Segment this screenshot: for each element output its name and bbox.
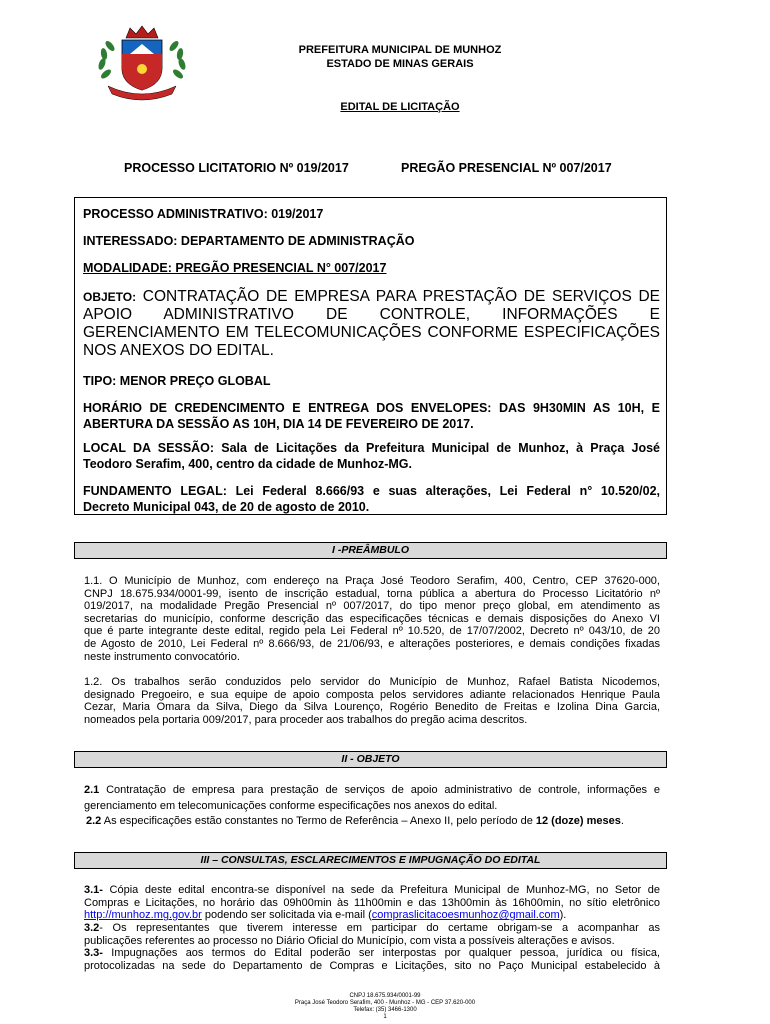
local-line: LOCAL DA SESSÃO: Sala de Licitações da Prefeitura Municipal de Munhoz, à Praça José <box>83 441 660 455</box>
text-segment: As especificações estão constantes no Termo de Referência – Anexo II, pelo período de <box>101 815 536 827</box>
fundamento-line: FUNDAMENTO LEGAL: Lei Federal 8.666/93 e suas alterações, Lei Federal n° 10.520/02, <box>83 484 660 498</box>
text-line: Contratação de empresa para prestação de serviços de apoio administrativo de controle, informações e <box>99 784 660 796</box>
text-segment: ). <box>559 909 567 922</box>
paragraph-2-2 <box>86 814 662 830</box>
text-line: 1.1. O Município de Munhoz, com endereço na Praça José Teodoro Serafim, 400, Centro, CEP 37620-000, <box>84 575 660 587</box>
edital-title: EDITAL DE LICITAÇÃO <box>340 101 460 113</box>
text-line: de Agosto de 2010, Lei Federal nº 8.666/93, de 21/06/93, e alterações posteriores, e demais condições fixadas <box>84 637 660 650</box>
paragraph-3-2 <box>84 922 660 947</box>
objeto-line: APOIO ADMINISTRATIVO DE CONTROLE, INFORMAÇÕES E <box>83 306 660 323</box>
pregao-presencial: PREGÃO PRESENCIAL Nº 007/2017 <box>401 161 612 175</box>
text-line: neste instrumento convocatório. <box>84 650 240 663</box>
item-number: 2.2 <box>86 815 102 827</box>
text-segment: . <box>620 815 624 827</box>
paragraph-2-1 <box>84 783 660 814</box>
processo-licitatorio: PROCESSO LICITATORIO Nº 019/2017 <box>124 161 349 175</box>
paragraph-3-3 <box>84 947 660 972</box>
local-sessao <box>83 440 660 472</box>
horario-line: HORÁRIO DE CREDENCIMENTO E ENTREGA DOS ENVELOPES: DAS 9H30MIN AS 10H, E <box>83 401 660 415</box>
text-line: 019/2017, na modalidade Pregão Presencial nº 007/2017, do tipo menor preço global, em atendimento as <box>84 600 660 613</box>
text-line: protocolizadas na sede do Departamento de Compras e Licitações, sito no Paço Municipal estabelecido à <box>84 959 660 972</box>
section-title-consultas: III – CONSULTAS, ESCLARECIMENTOS E IMPUGNAÇÃO DO EDITAL <box>74 852 667 869</box>
objeto-line: NOS ANEXOS DO EDITAL. <box>83 342 274 359</box>
text-line: gerenciamento em telecomunicações conforme especificações nos anexos do edital. <box>84 799 498 812</box>
page-number: 1 <box>383 1014 387 1020</box>
text-segment: podendo ser solicitada via e-mail ( <box>201 909 372 922</box>
section-title-objeto: II - OBJETO <box>74 751 667 768</box>
section-title-preambulo: I -PREÂMBULO <box>74 542 667 559</box>
fundamento-legal <box>83 483 660 515</box>
text-line: secretarias do município, conforme descrição das especificações técnicas e demais disposições do Anexo VI <box>84 612 660 625</box>
text-line: 1.2. Os trabalhos serão conduzidos pelo servidor do Município de Munhoz, Rafael Batista Nicodemos, <box>84 676 660 688</box>
text-line: CNPJ 18.675.934/0001-99, isento de inscrição estadual, torna pública a abertura do Processo Licitatório nº <box>84 587 660 600</box>
text-line: designado Pregoeiro, e sua equipe de apoio composta pelos servidores adiante relacionados Henrique Paula <box>84 688 660 701</box>
local-line: Teodoro Serafim, 400, centro da cidade de Munhoz-MG. <box>83 457 412 471</box>
email-link[interactable]: compraslicitacoesmunhoz@gmail.com <box>371 909 560 922</box>
horario-line: ABERTURA DA SESSÃO AS 10H, DIA 14 DE FEVEREIRO DE 2017. <box>83 417 474 431</box>
paragraph-3-1 <box>84 884 660 922</box>
footer-cnpj: CNPJ 18.675.934/0001-99 <box>349 993 421 999</box>
objeto-line: GERENCIAMENTO EM TELECOMUNICAÇÕES CONFORME ESPECIFICAÇÕES <box>83 324 660 341</box>
objeto-line: CONTRATAÇÃO DE EMPRESA PARA PRESTAÇÃO DE SERVIÇOS DE <box>142 288 660 305</box>
site-link[interactable]: http://munhoz.mg.gov.br <box>84 909 202 922</box>
header-prefeitura: PREFEITURA MUNICIPAL DE MUNHOZ <box>298 44 502 56</box>
tipo: TIPO: MENOR PREÇO GLOBAL <box>83 374 271 388</box>
text-line: Cópia deste edital encontra-se disponível na sede da Prefeitura Municipal de Munhoz-MG, no Setor de <box>102 884 660 896</box>
text-line: Impugnações aos termos do Edital poderão ser interpostas por qualquer pessoa, jurídica ou física, <box>102 947 660 959</box>
text-line: que é parte integrante deste edital, regido pela Lei Federal nº 10.520, de 17/07/2002, Decreto nº 043/10, de 20 <box>84 625 660 638</box>
horario <box>83 400 660 432</box>
text-line: nomeados pela portaria 009/2017, para proceder aos trabalhos do pregão acima descritos. <box>84 713 528 726</box>
header-estado: ESTADO DE MINAS GERAIS <box>326 58 474 70</box>
footer-address: Praça José Teodoro Serafim, 400 - Munhoz - MG - CEP 37.620-000 <box>294 1000 476 1006</box>
text-line: Compras e Licitações, no horário das 09h00min às 11h00min e das 13h00min às 16h00min, no sítio eletrônico <box>84 896 660 909</box>
period-bold: 12 (doze) meses <box>535 815 621 827</box>
modalidade: MODALIDADE: PREGÃO PRESENCIAL N° 007/2017 <box>83 261 387 275</box>
processo-administrativo: PROCESSO ADMINISTRATIVO: 019/2017 <box>83 207 324 221</box>
edital-info-box <box>74 197 667 515</box>
footer-phone: Telefax: (35) 3466-1300 <box>353 1007 417 1013</box>
paragraph-1-2 <box>84 676 660 726</box>
text-line: publicações referentes ao processo no Diário Oficial do Município, com vista a possíveis alterações e avisos. <box>84 934 615 947</box>
item-number: 2.1 <box>84 784 100 796</box>
objeto <box>83 288 660 360</box>
fundamento-line: Decreto Municipal 043, de 20 de agosto de 2010. <box>83 500 370 514</box>
paragraph-1-1 <box>84 575 660 663</box>
item-number: 3.1- <box>84 884 103 896</box>
item-number: 3.3- <box>84 947 103 959</box>
objeto-label: OBJETO: <box>83 290 137 304</box>
text-line: - Os representantes que tiverem interesse em participar do certame obrigam-se a acompanhar as <box>99 922 660 934</box>
item-number: 3.2 <box>84 922 100 934</box>
interessado: INTERESSADO: DEPARTAMENTO DE ADMINISTRAÇÃO <box>83 234 415 248</box>
text-line: Cezar, Maria Omara da Silva, Diego da Silva Lourenço, Rogério Benedito de Freitas e Izolina Dina Garcia, <box>84 701 660 714</box>
